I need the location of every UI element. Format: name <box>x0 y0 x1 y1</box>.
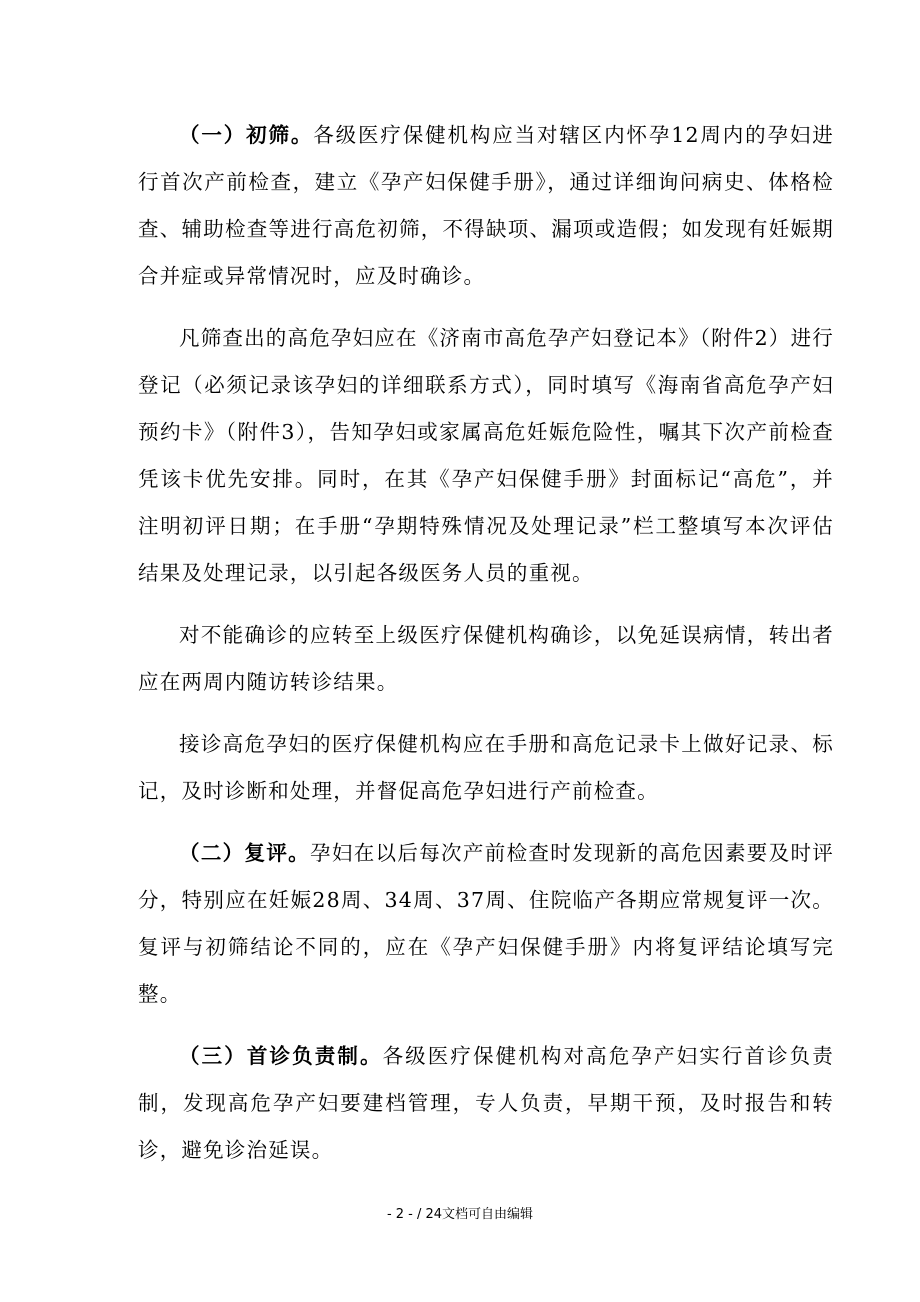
paragraph-heading: （一）初筛。 <box>179 123 314 147</box>
paragraph-text: 孕妇在以后每次产前检查时发现新的高危因素要及时评分，特别应在妊娠28周、34周、37周、住院临产各期应常规复评一次。复评与初筛结论不同的，应在《孕产妇保健手册》内将复评结论填写完整。 <box>138 841 834 1006</box>
page-footer <box>0 1206 920 1224</box>
paragraph-text: 接诊高危孕妇的医疗保健机构应在手册和高危记录卡上做好记录、标记，及时诊断和处理，并督促高危孕妇进行产前检查。 <box>138 732 834 803</box>
paragraph-text: 各级医疗保健机构应当对辖区内怀孕12周内的孕妇进行首次产前检查，建立《孕产妇保健手册》，通过详细询问病史、体格检查、辅助检查等进行高危初筛，不得缺项、漏项或造假；如发现有妊娠期合并症或异常情况时，应及时确诊。 <box>138 123 835 288</box>
paragraph-initial-screening <box>138 112 834 300</box>
paragraph-first-visit-responsibility <box>138 1033 834 1174</box>
paragraph-heading: （三）首诊负责制。 <box>179 1044 383 1068</box>
paragraph-registration <box>138 315 834 597</box>
page-indicator: - 2 - / 24 <box>386 1207 443 1222</box>
paragraph-text: 凡筛查出的高危孕妇应在《济南市高危孕产妇登记本》（附件2）进行登记（必须记录该孕妇的详细联系方式），同时填写《海南省高危孕产妇预约卡》（附件3），告知孕妇或家属高危妊娠危险性，嘱其下次产前检查凭该卡优先安排。同时，在其《孕产妇保健手册》封面标记“高危”，并注明初评日期；在手册“孕期特殊情况及处理记录”栏工整填写本次评估结果及处理记录，以引起各级医务人员的重视。 <box>138 326 834 585</box>
document-body <box>138 112 834 1189</box>
paragraph-heading: （二）复评。 <box>179 841 311 865</box>
footer-note: 文档可自由编辑 <box>442 1207 534 1222</box>
paragraph-re-evaluation <box>138 830 834 1018</box>
paragraph-referral <box>138 612 834 706</box>
paragraph-receiving-institution <box>138 721 834 815</box>
paragraph-text: 各级医疗保健机构对高危孕产妇实行首诊负责制，发现高危孕产妇要建档管理，专人负责，早期干预，及时报告和转诊，避免诊治延误。 <box>138 1044 834 1162</box>
paragraph-text: 对不能确诊的应转至上级医疗保健机构确诊，以免延误病情，转出者应在两周内随访转诊结果。 <box>138 623 834 694</box>
